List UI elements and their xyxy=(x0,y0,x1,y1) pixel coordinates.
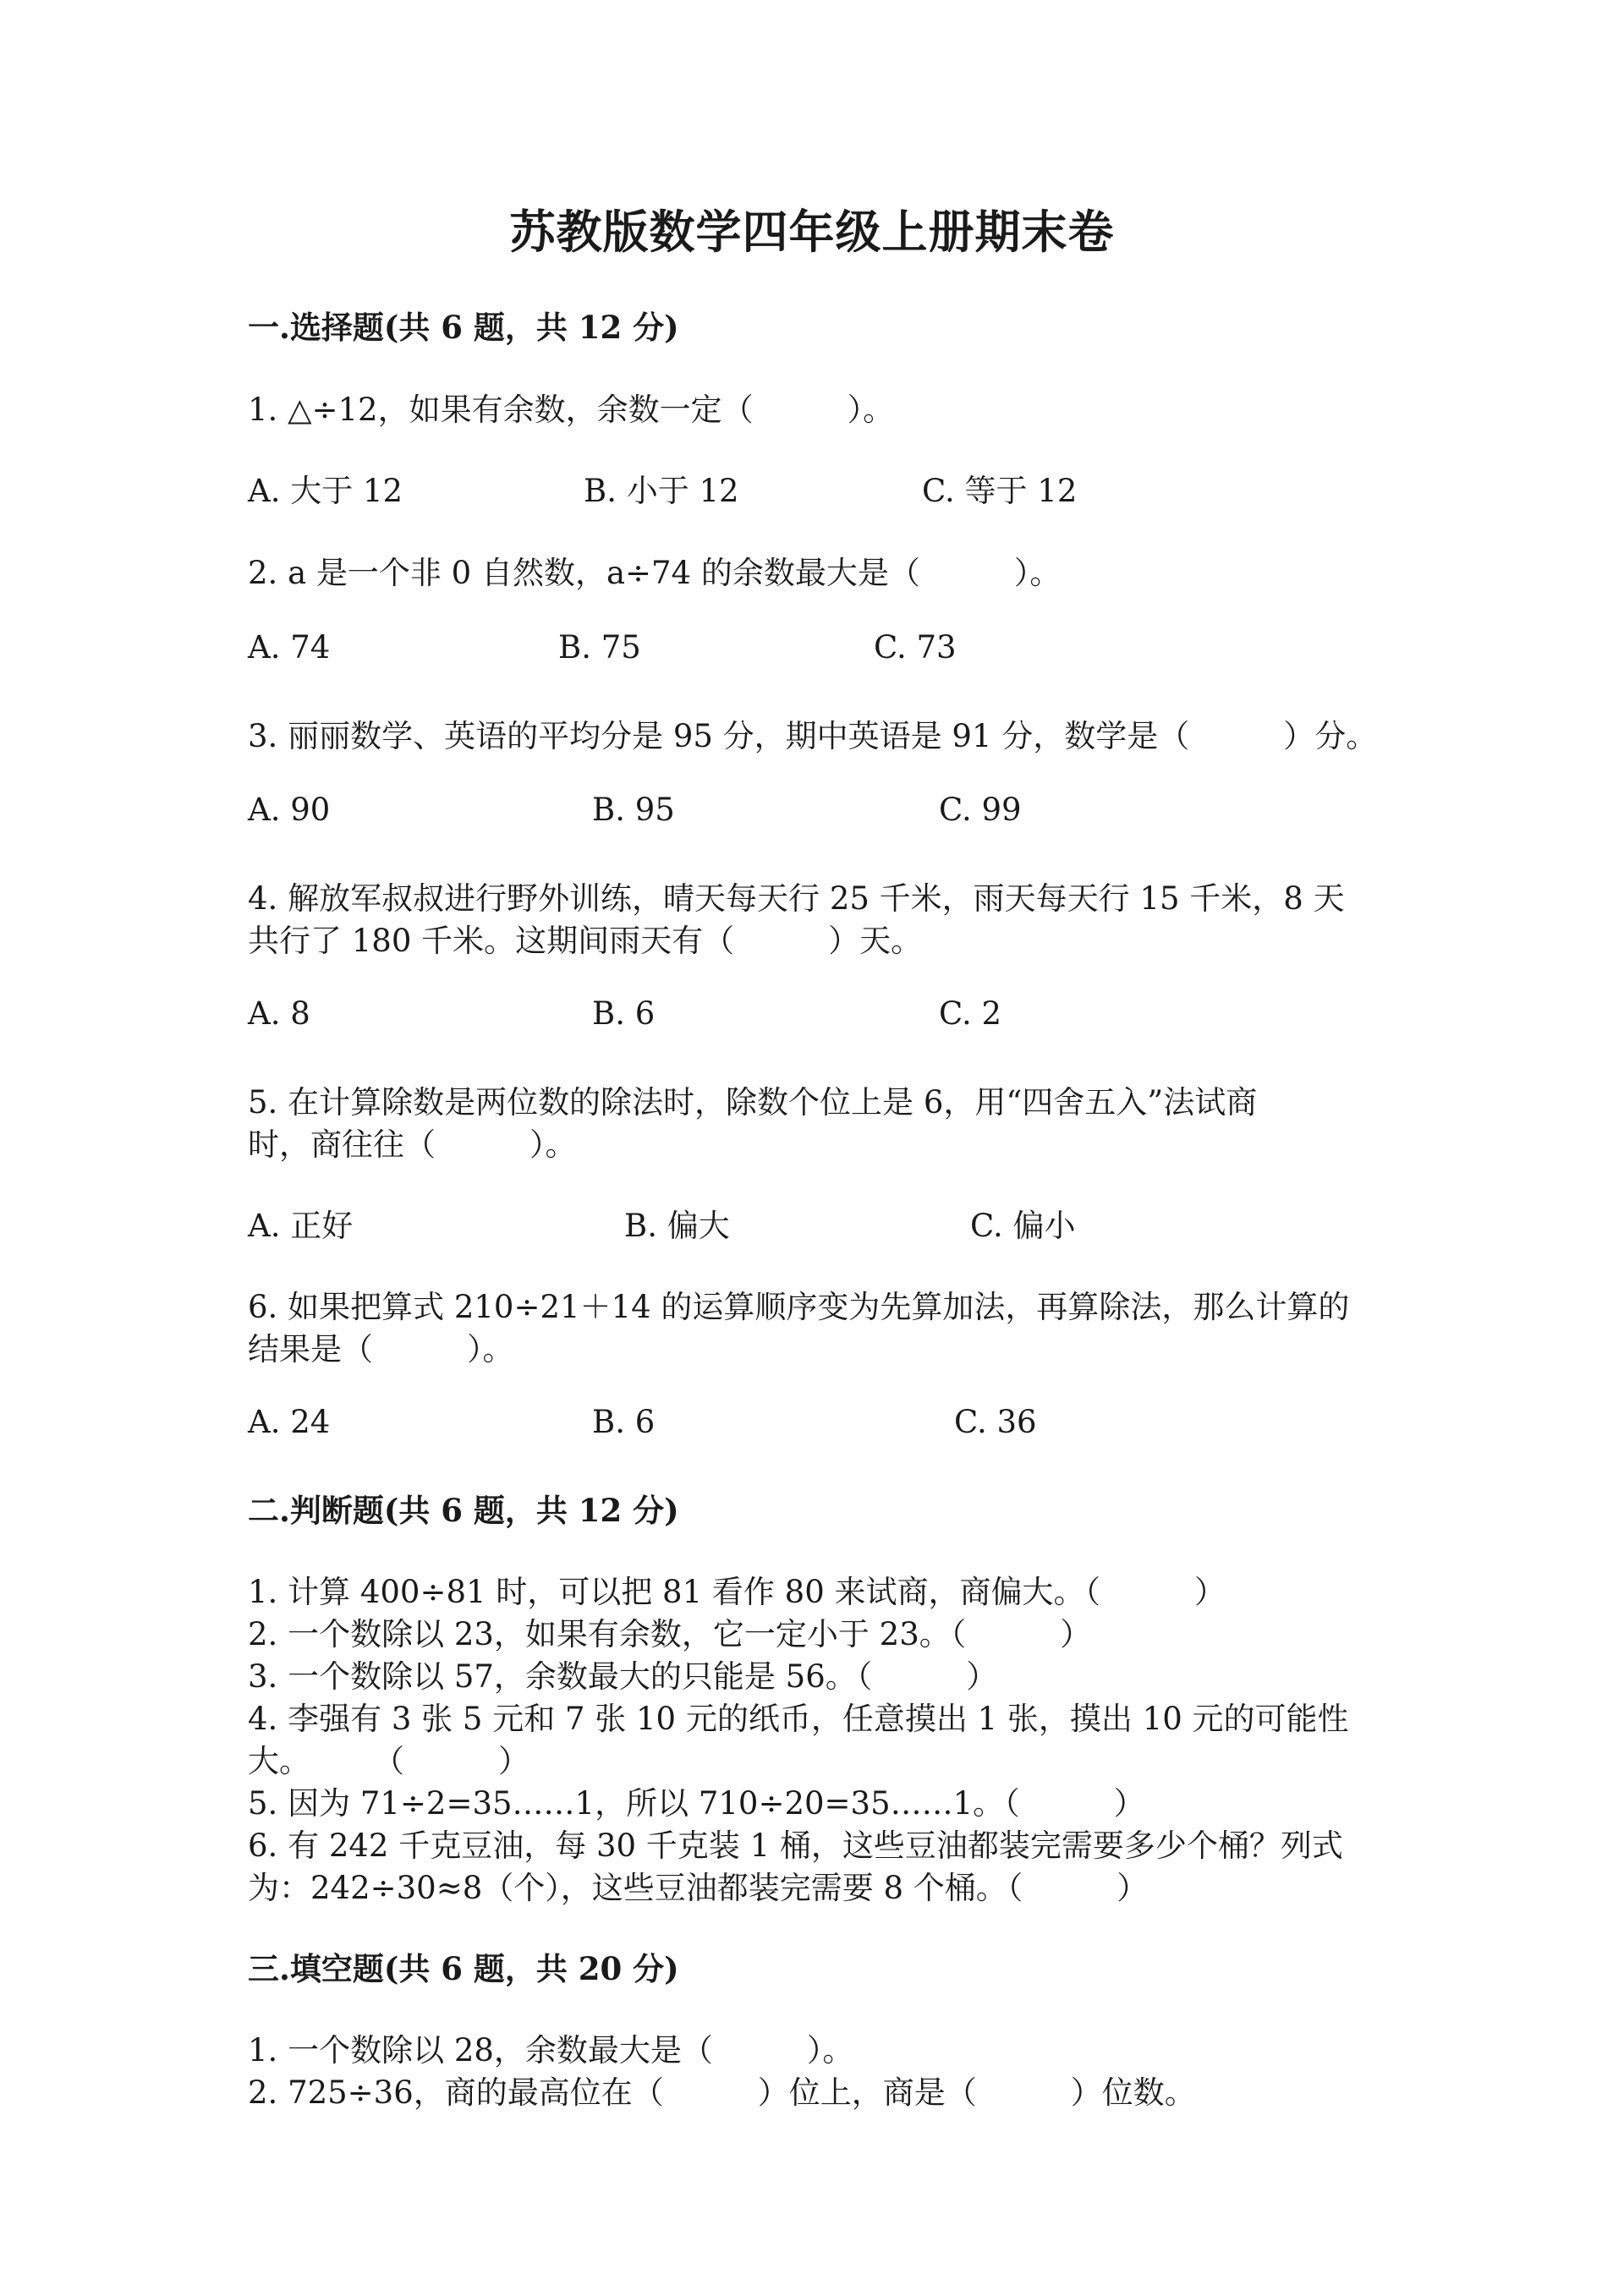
option-b: B. 小于 12 xyxy=(584,473,739,509)
option-a: A. 74 xyxy=(248,629,331,666)
judgement-line-7: 6. 有 242 千克豆油，每 30 千克装 1 桶，这些豆油都装完需要多少个桶？列式 xyxy=(248,1827,1343,1864)
question-text-line-2: 时，商往往（ ）。 xyxy=(248,1126,577,1163)
judgement-line-8: 为：242÷30≈8（个），这些豆油都装完需要 8 个桶。（ ） xyxy=(248,1870,1149,1906)
option-c: C. 等于 12 xyxy=(922,473,1078,509)
option-b: B. 95 xyxy=(592,792,675,828)
option-c: C. 99 xyxy=(939,792,1022,828)
option-c: C. 73 xyxy=(874,629,957,666)
question-text-line-1: 4. 解放军叔叔进行野外训练，晴天每天行 25 千米，雨天每天行 15 千米，8 天 xyxy=(248,880,1345,917)
option-a: A. 大于 12 xyxy=(248,473,403,509)
option-b: B. 偏大 xyxy=(624,1208,730,1244)
option-a: A. 正好 xyxy=(248,1208,354,1244)
option-c: C. 36 xyxy=(954,1404,1037,1440)
fill-blank-line-2: 2. 725÷36，商的最高位在（ ）位上，商是（ ）位数。 xyxy=(248,2074,1196,2111)
section-heading-judgement: 二.判断题(共 6 题，共 12 分) xyxy=(248,1492,679,1529)
option-a: A. 24 xyxy=(248,1404,331,1440)
question-text-line-1: 6. 如果把算式 210÷21＋14 的运算顺序变为先算加法，再算除法，那么计算的 xyxy=(248,1289,1350,1325)
judgement-line-2: 2. 一个数除以 23，如果有余数，它一定小于 23。（ ） xyxy=(248,1616,1092,1652)
judgement-line-5: 大。 （ ） xyxy=(248,1743,529,1779)
option-c: C. 2 xyxy=(939,995,1002,1032)
question-text: 3. 丽丽数学、英语的平均分是 95 分，期中英语是 91 分，数学是（ ）分。 xyxy=(248,718,1378,754)
question-text: 1. △÷12，如果有余数，余数一定（ ）。 xyxy=(248,392,895,428)
section-heading-fill-blank: 三.填空题(共 6 题，共 20 分) xyxy=(248,1950,679,1987)
option-a: A. 8 xyxy=(248,995,310,1032)
fill-blank-line-1: 1. 一个数除以 28，余数最大是（ ）。 xyxy=(248,2032,854,2069)
judgement-line-4: 4. 李强有 3 张 5 元和 7 张 10 元的纸币，任意摸出 1 张，摸出 10 元的可能性 xyxy=(248,1701,1349,1737)
question-text-line-1: 5. 在计算除数是两位数的除法时，除数个位上是 6，用“四舍五入”法试商 xyxy=(248,1084,1258,1121)
option-a: A. 90 xyxy=(248,792,331,828)
option-b: B. 6 xyxy=(592,1404,656,1440)
option-c: C. 偏小 xyxy=(970,1208,1076,1244)
option-b: B. 6 xyxy=(592,995,656,1032)
question-text: 2. a 是一个非 0 自然数，a÷74 的余数最大是（ ）。 xyxy=(248,555,1062,591)
section-heading-choice: 一.选择题(共 6 题，共 12 分) xyxy=(248,309,679,346)
judgement-line-3: 3. 一个数除以 57，余数最大的只能是 56。（ ） xyxy=(248,1658,998,1695)
judgement-line-1: 1. 计算 400÷81 时，可以把 81 看作 80 来试商，商偏大。（ ） xyxy=(248,1574,1226,1610)
judgement-line-6: 5. 因为 71÷2=35……1，所以 710÷20=35……1。（ ） xyxy=(248,1785,1145,1822)
question-text-line-2: 结果是（ ）。 xyxy=(248,1331,514,1367)
exam-title: 苏教版数学四年级上册期末卷 xyxy=(509,205,1115,259)
option-b: B. 75 xyxy=(558,629,641,666)
question-text-line-2: 共行了 180 千米。这期间雨天有（ ）天。 xyxy=(248,923,923,959)
